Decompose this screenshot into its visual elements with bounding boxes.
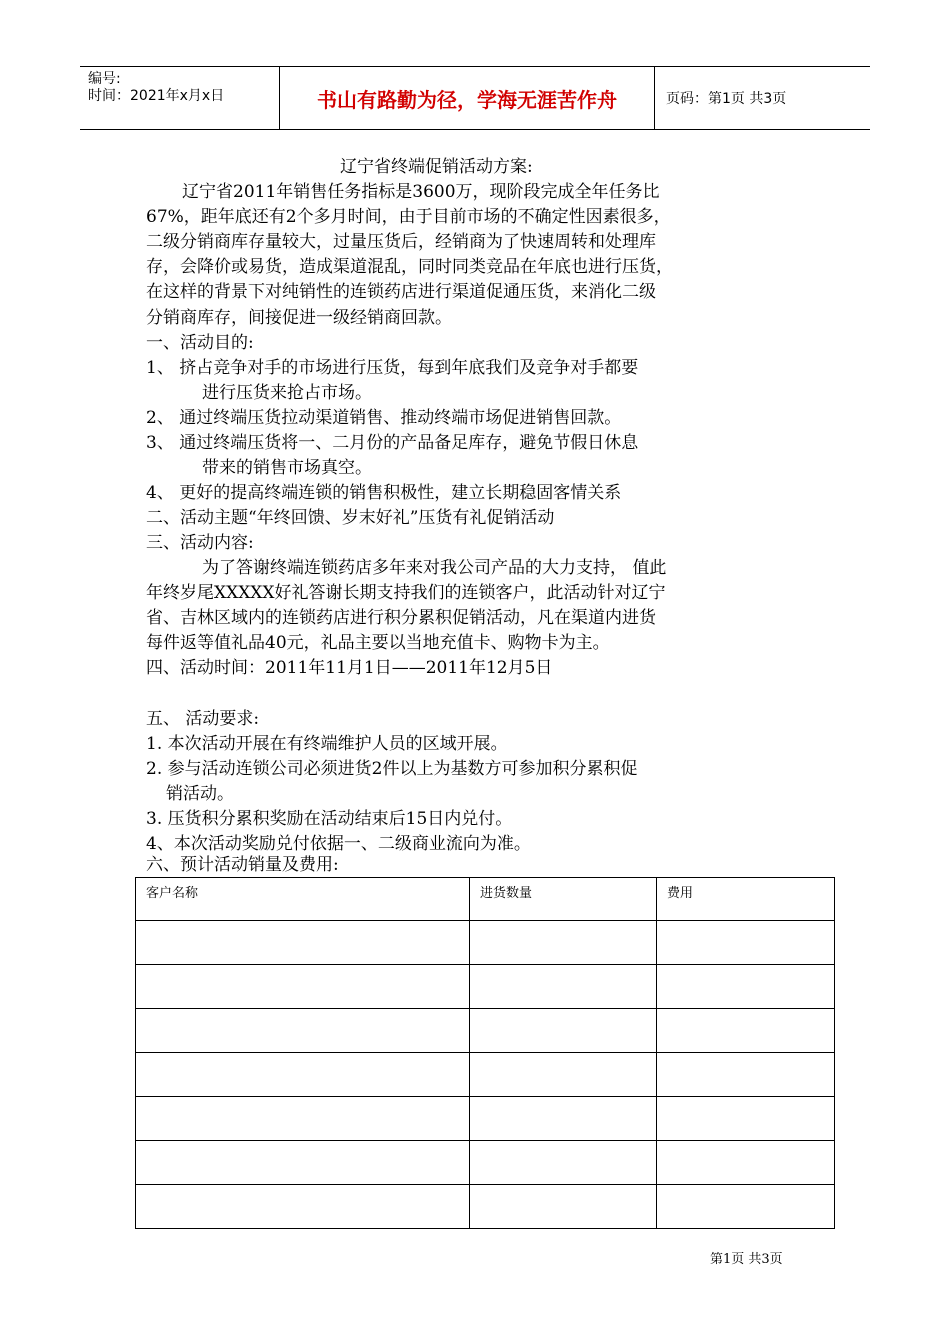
list-item-continuation: 进行压货来抢占市场。 [202,383,372,403]
table-cell [470,1009,657,1053]
section-heading: 四、活动时间：2011年11月1日——2011年12月5日 [146,658,553,678]
table-cell [136,1053,470,1097]
table-cell [136,921,470,965]
paragraph-line: 省、吉林区域内的连锁药店进行积分累积促销活动，凡在渠道内进货 [146,608,656,628]
paragraph-line: 年终岁尾XXXXX好礼答谢长期支持我们的连锁客户，此活动针对辽宁 [146,583,666,603]
page-footer: 第1页 共3页 [710,1252,783,1267]
table-cell [470,921,657,965]
list-item: 2. 参与活动连锁公司必须进货2件以上为基数方可参加积分累积促 [146,759,638,779]
list-item: 2、 通过终端压货拉动渠道销售、推动终端市场促进销售回款。 [146,408,622,428]
column-header-cost: 费用 [657,878,835,921]
table-cell [657,1141,835,1185]
table-cell [657,965,835,1009]
table-cell [657,1097,835,1141]
table-row [136,1009,835,1053]
section-heading: 一、活动目的: [146,333,254,353]
table-cell [470,965,657,1009]
table-cell [657,921,835,965]
list-item-continuation: 带来的销售市场真空。 [202,458,372,478]
header-motto: 书山有路勤为径，学海无涯苦作舟 [280,67,655,129]
table-cell [657,1185,835,1229]
table-cell [470,1185,657,1229]
paragraph-line: 67%，距年底还有2个多月时间，由于目前市场的不确定性因素很多， [146,207,671,227]
column-header-customer: 客户名称 [136,878,470,921]
header-page-label: 页码：第1页 共3页 [666,91,787,107]
paragraph-line: 存，会降价或易货，造成渠道混乱，同时同类竞品在年底也进行压货， [146,257,673,277]
table-row [136,1185,835,1229]
list-item: 4、本次活动奖励兑付依据一、二级商业流向为准。 [146,834,531,854]
paragraph-line: 辽宁省2011年销售任务指标是3600万，现阶段完成全年任务比 [182,182,660,202]
table-cell [136,1009,470,1053]
list-item: 4、 更好的提高终端连锁的销售积极性，建立长期稳固客情关系 [146,483,622,503]
table-header-row [136,878,835,921]
list-item: 1、 挤占竞争对手的市场进行压货，每到年底我们及竞争对手都要 [146,358,639,378]
number-label: 编号: [88,71,121,87]
table-cell [657,1053,835,1097]
table-row [136,1141,835,1185]
list-item: 3. 压货积分累积奖励在活动结束后15日内兑付。 [146,809,513,829]
table-row [136,1053,835,1097]
paragraph-line: 二级分销商库存量较大，过量压货后，经销商为了快速周转和处理库 [146,232,656,252]
table-cell [657,1009,835,1053]
section-heading: 六、预计活动销量及费用: [146,855,339,875]
table-cell [470,1097,657,1141]
paragraph-line: 每件返等值礼品40元，礼品主要以当地充值卡、购物卡为主。 [146,633,610,653]
list-item: 3、 通过终端压货将一、二月份的产品备足库存，避免节假日休息 [146,433,639,453]
table-cell [136,1097,470,1141]
table-cell [136,1141,470,1185]
time-label: 时间：2021年x月x日 [88,88,225,104]
document-title: 辽宁省终端促销活动方案: [340,157,533,177]
table-cell [470,1141,657,1185]
table-cell [136,1185,470,1229]
table-row [136,921,835,965]
sales-cost-table [135,877,835,1229]
paragraph-line: 分销商库存，间接促进一级经销商回款。 [146,308,452,328]
section-heading: 五、 活动要求: [146,709,260,729]
list-item: 1. 本次活动开展在有终端维护人员的区域开展。 [146,734,508,754]
table-cell [470,1053,657,1097]
page-header [80,66,870,130]
paragraph-line: 在这样的背景下对纯销性的连锁药店进行渠道促通压货，来消化二级 [146,282,656,302]
column-header-quantity: 进货数量 [470,878,657,921]
paragraph-line: 为了答谢终端连锁药店多年来对我公司产品的大力支持， 值此 [202,558,667,578]
section-heading: 三、活动内容: [146,533,254,553]
table-cell [136,965,470,1009]
table-row [136,1097,835,1141]
header-meta [80,67,280,129]
table-row [136,965,835,1009]
section-heading: 二、活动主题“年终回馈、岁末好礼”压货有礼促销活动 [146,508,555,528]
list-item-continuation: 销活动。 [166,784,234,804]
